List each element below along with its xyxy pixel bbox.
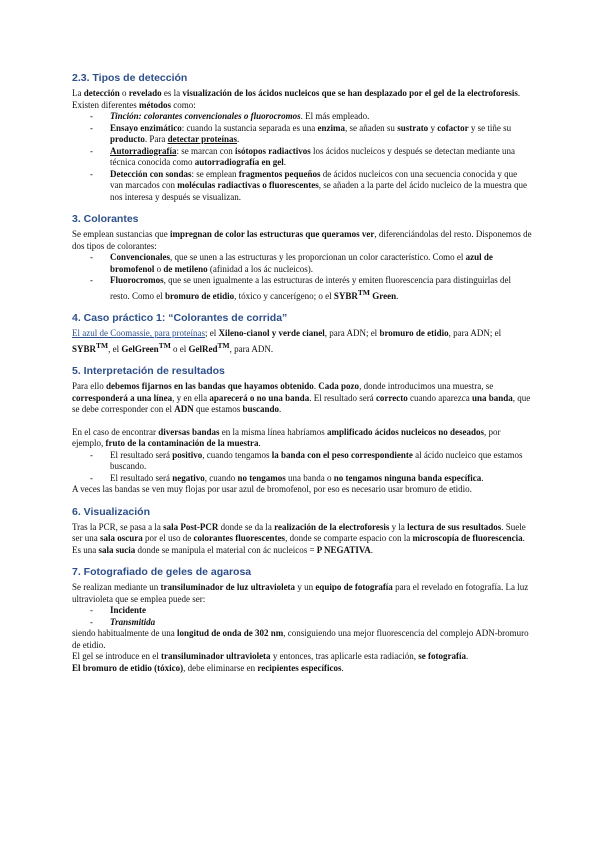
list-item: - El resultado será negativo, cuando no tengamos una banda o no tengamos ninguna banda específica.	[72, 473, 532, 485]
bullet-list	[72, 111, 532, 203]
bullet-list	[72, 252, 532, 302]
link-detectar-proteinas[interactable]: detectar proteínas	[167, 134, 237, 144]
paragraph: El azul de Coomassie, para proteínas; el Xileno-cianol y verde cianel, para ADN; el bromuro de etidio, para ADN; el SYBR™, el GelGreen™ o el GelRed™, para ADN.	[72, 328, 502, 354]
paragraph: A veces las bandas se ven muy flojas por usar azul de bromofenol, por eso es necesario usar bromuro de etidio.	[72, 484, 472, 494]
list-item: - Incidente	[72, 605, 532, 617]
list-item: - El resultado será positivo, cuando tengamos la banda con el peso correspondiente al ácido nucleico que estamos buscando.	[72, 450, 532, 473]
paragraph: En el caso de encontrar diversas bandas en la misma línea habríamos amplificado ácidos nucleicos no deseados, por ejemplo, fruto de la contaminación de la muestra.	[72, 426, 501, 448]
paragraph: Para ello debemos fijarnos en las bandas que hayamos obtenido. Cada pozo, donde introducimos una muestra, se corresponderá a una línea, y en ella aparecerá o no una banda. El resultado será correcto cuando aparezca una banda, que se debe corresponder con el ADN que estamos buscando.	[72, 381, 531, 414]
section-title: 2.3. Tipos de detección	[72, 72, 188, 84]
paragraph: Se emplean sustancias que impregnan de color las estructuras que queramos ver, diferenciándolas del resto. Disponemos de dos tipos de colorantes:	[72, 229, 532, 251]
document-page	[72, 72, 532, 684]
section-colorantes	[72, 213, 532, 302]
list-item: - Detección con sondas: se emplean fragmentos pequeños de ácidos nucleicos con una secuencia conocida y que van marcados con moléculas radiactivas o fluorescentes, se añaden a la parte del ácido nucleico de la muestra que nos interesa y después se visualizan.	[72, 169, 532, 204]
paragraph: Se realizan mediante un transiluminador de luz ultravioleta y un equipo de fotografía para el revelado en fotografía. La luz ultravioleta que se emplea puede ser:	[72, 582, 529, 604]
paragraph: El bromuro de etidio (tóxico), debe eliminarse en recipientes específicos.	[72, 662, 344, 673]
section-caso-practico	[72, 312, 532, 355]
section-title: 5. Interpretación de resultados	[72, 365, 225, 377]
paragraph: La detección o revelado es la visualización de los ácidos nucleicos que se han desplazado por el gel de la electroforesis. Existen diferentes métodos como:	[72, 88, 521, 110]
list-item: - Tinción: colorantes convencionales o fluorocromos. El más empleado.	[72, 111, 532, 123]
paragraph: Tras la PCR, se pasa a la sala Post-PCR donde se da la realización de la electroforesis y la lectura de sus resultados. Suele ser una sala oscura por el uso de colorantes fluorescentes, donde se comparte espacio con la microscopía de fluorescencia. Es una sala sucia donde se manipula el material con ác nucleicos = P NEGATIVA.	[72, 521, 526, 555]
list-item: - Convencionales, que se unen a las estructuras y les proporcionan un color característico. Como el azul de bromofenol o de metileno (afinidad a los ác nucleicos).	[72, 252, 532, 275]
section-title: 7. Fotografiado de geles de agarosa	[72, 566, 252, 578]
bullet-list	[72, 450, 532, 485]
list-item: - Fluorocromos, que se unen igualmente a las estructuras de interés y emiten fluorescencia para distinguirlas del resto. Como el bromuro de etidio, tóxico y cancerígeno; o el SYBR™ Green.	[72, 275, 532, 302]
list-item: - Ensayo enzimático: cuando la sustancia separada es una enzima, se añaden su sustrato y cofactor y se tiñe su producto. Para detectar proteínas.	[72, 123, 532, 146]
section-visualizacion	[72, 506, 532, 557]
list-item: - Autorradiografía: se marcan con isótopos radiactivos los ácidos nucleicos y después se detectan mediante una técnica conocida como autorradiografía en gel.	[72, 146, 532, 169]
link-para-proteinas[interactable]: , para proteínas	[149, 328, 205, 338]
link-azul-coomassie[interactable]: El azul de Coomassie	[72, 328, 150, 338]
list-item: - Transmitida	[72, 617, 532, 629]
section-fotografiado	[72, 566, 532, 674]
paragraph: siendo habitualmente de una longitud de onda de 302 nm, consiguiendo una mejor fluorescencia del complejo ADN-bromuro de etidio.	[72, 628, 529, 650]
section-title: 6. Visualización	[72, 505, 151, 518]
section-title: 3. Colorantes	[72, 213, 139, 225]
bullet-list	[72, 605, 532, 628]
paragraph: El gel se introduce en el transiluminador ultravioleta y entonces, tras aplicarle esta radiación, se fotografía.	[72, 651, 469, 661]
section-interpretacion	[72, 365, 532, 496]
section-tipos-deteccion	[72, 72, 532, 203]
section-title: 4. Caso práctico 1: “Colorantes de corrida”	[72, 312, 288, 324]
